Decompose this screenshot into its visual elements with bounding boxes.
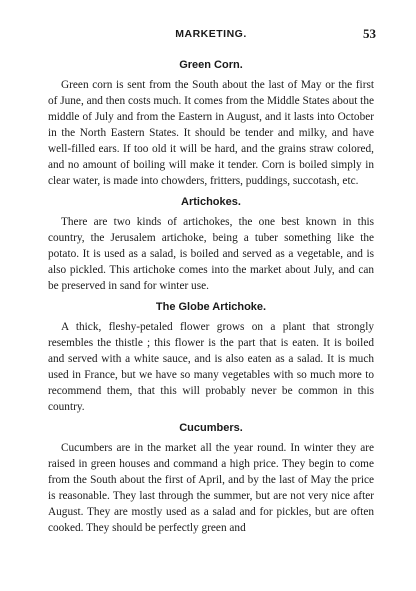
section-paragraph: Green corn is sent from the South about the last of May or the first of June, and then costs much. It comes from the Middle States about the middle of July and from the Eastern in August, and it lasts into October in the North Eastern States. It should be tender and milky, and have well-filled ears. If too old it will be hard, and the grains straw colored, and no amount of boiling will make it tender. Corn is boiled simply in clear water, is made into chowders, fritters, puddings, succotash, etc. xyxy=(48,79,374,187)
section-heading: The Globe Artichoke. xyxy=(155,301,267,313)
page-number: 53 xyxy=(363,26,376,41)
running-head xyxy=(48,26,374,44)
section-green-corn xyxy=(48,58,374,189)
section-paragraph: A thick, fleshy-petaled flower grows on a plant that strongly resembles the thistle ; this flower is the part that is eaten. It is boiled and served with a white sauce, and is also eaten as a salad. It is much used in France, but we have so many vegetables with so much more to recommend them, that this will probably never be common in this country. xyxy=(48,321,374,413)
section-paragraph: Cucumbers are in the market all the year round. In winter they are raised in green houses and command a high price. They begin to come from the South about the first of April, and by the last of May the price is reasonable. They last through the summer, but are not very nice after August. They are mostly used as a salad and for pickles, but are often cooked. They should be perfectly green and xyxy=(48,442,374,534)
section-globe-artichoke xyxy=(48,300,374,415)
section-heading: Green Corn. xyxy=(179,59,243,71)
section-heading: Artichokes. xyxy=(181,196,241,208)
section-paragraph: There are two kinds of artichokes, the one best known in this country, the Jerusalem artichoke, being a tuber something like the potato. It is used as a salad, is boiled and served as a vegetable, and is also pickled. This artichoke comes into the market about July, and can be preserved in sand for winter use. xyxy=(48,216,374,292)
section-cucumbers xyxy=(48,421,374,536)
section-artichokes xyxy=(48,195,374,294)
section-heading: Cucumbers. xyxy=(179,422,243,434)
book-page xyxy=(48,26,374,536)
running-title: MARKETING. xyxy=(175,28,247,40)
